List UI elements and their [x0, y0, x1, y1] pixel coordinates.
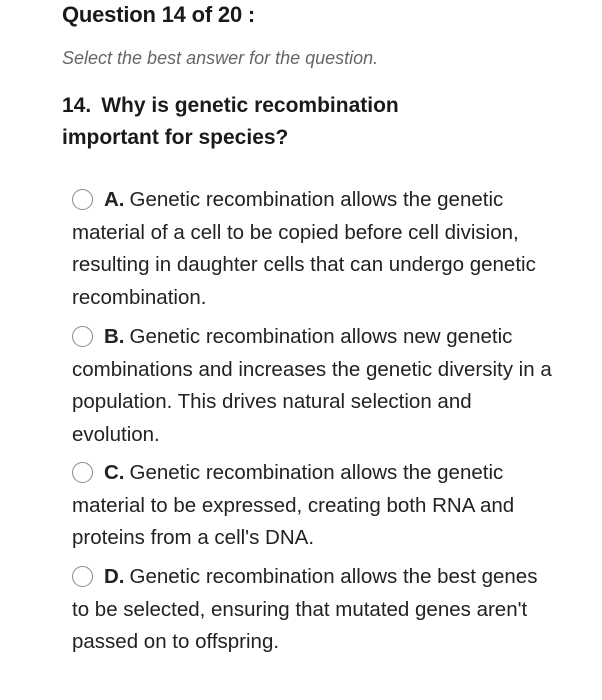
answer-option-c[interactable]	[72, 457, 552, 555]
option-letter-c: C.	[104, 461, 125, 484]
question-prompt	[62, 90, 482, 154]
option-text-d: Genetic recombination allows the best genes to be selected, ensuring that mutated genes aren't passed on to offspring.	[72, 565, 538, 653]
question-number: 14.	[62, 94, 92, 117]
option-text-b: Genetic recombination allows new genetic combinations and increases the genetic diversity in a population. This drives natural selection and evolution.	[72, 325, 552, 446]
answer-option-b[interactable]	[72, 321, 552, 451]
radio-button-a[interactable]	[72, 189, 93, 210]
question-text: Why is genetic recombination important for species?	[62, 94, 399, 149]
question-counter: Question 14 of 20 :	[62, 2, 256, 27]
answer-option-d[interactable]	[72, 561, 552, 659]
instruction-text: Select the best answer for the question.	[62, 48, 379, 68]
radio-button-b[interactable]	[72, 326, 93, 347]
option-text-a: Genetic recombination allows the genetic material of a cell to be copied before cell division, resulting in daughter cells that can undergo genetic recombination.	[72, 188, 536, 309]
answer-option-a[interactable]	[72, 184, 552, 314]
option-letter-a: A.	[104, 188, 125, 211]
option-text-c: Genetic recombination allows the genetic material to be expressed, creating both RNA and proteins from a cell's DNA.	[72, 461, 515, 549]
option-letter-b: B.	[104, 325, 125, 348]
radio-button-c[interactable]	[72, 462, 93, 483]
radio-button-d[interactable]	[72, 566, 93, 587]
option-letter-d: D.	[104, 565, 125, 588]
